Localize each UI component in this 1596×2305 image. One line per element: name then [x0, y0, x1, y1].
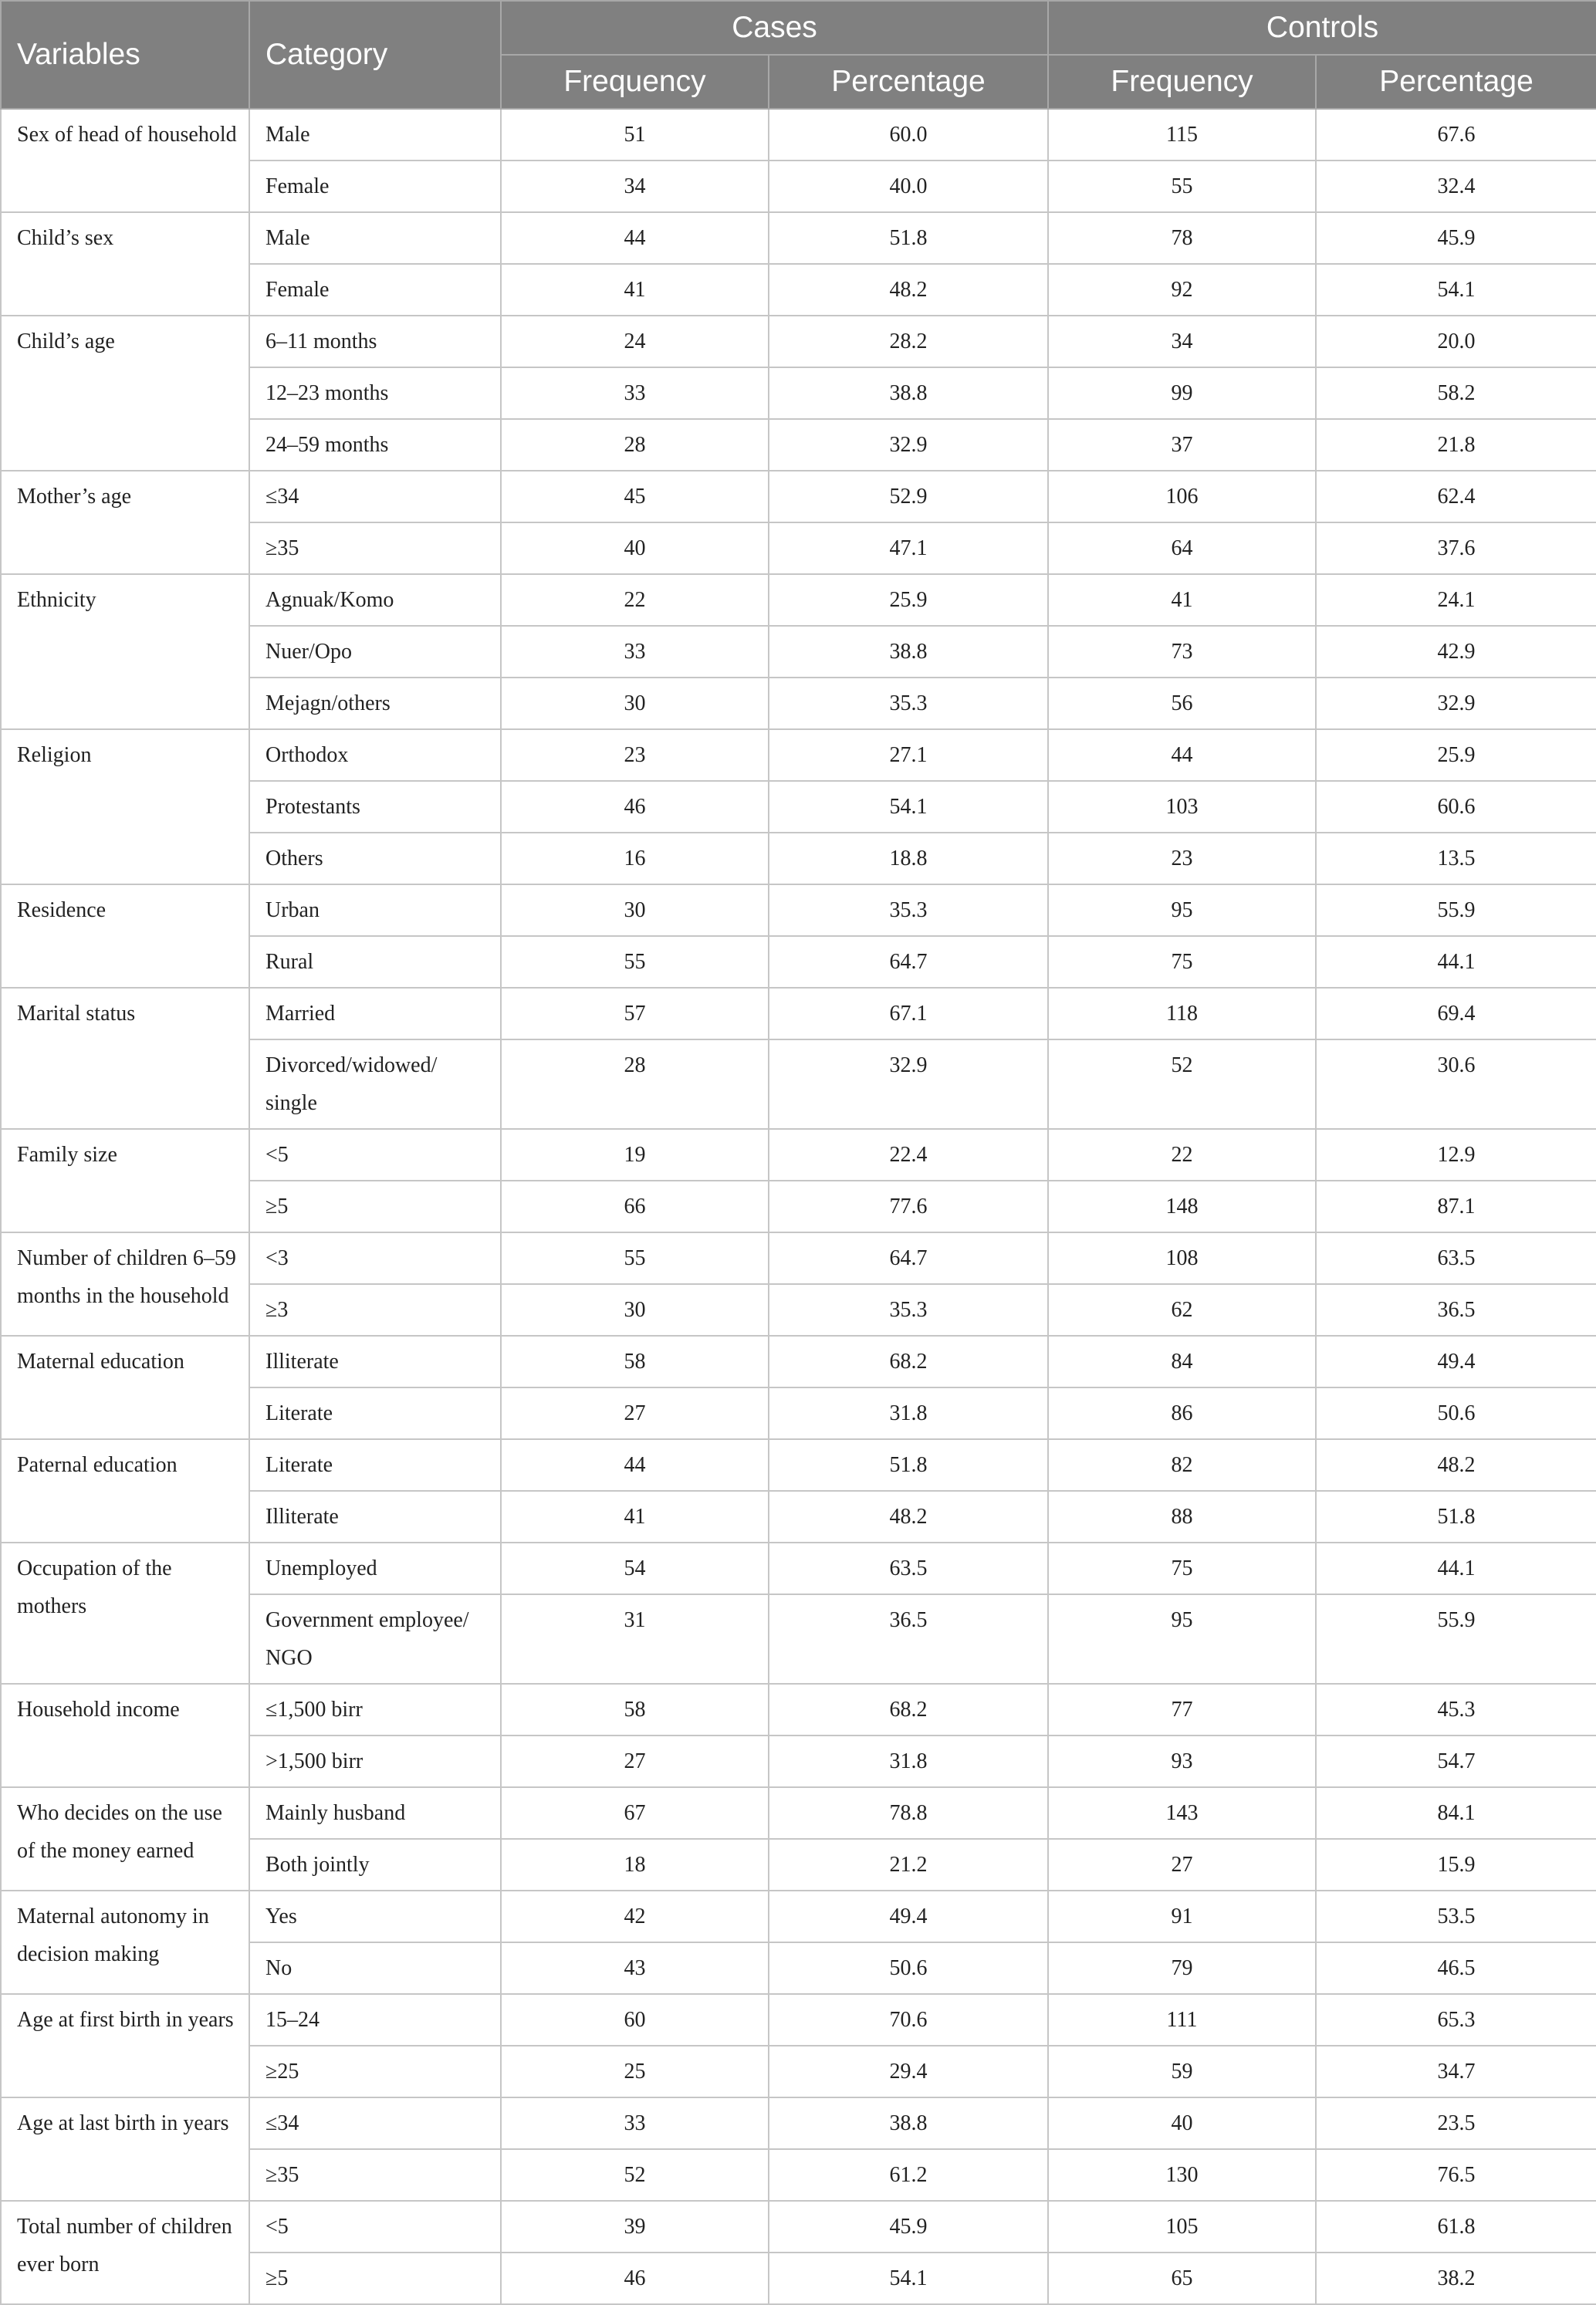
controls-pct-cell: 84.1 [1316, 1787, 1596, 1839]
cases-freq-cell: 52 [501, 2149, 769, 2201]
controls-pct-cell: 62.4 [1316, 471, 1596, 522]
table-row [1, 2097, 1596, 2149]
table-row [1, 729, 1596, 781]
controls-pct-cell: 45.9 [1316, 212, 1596, 264]
cases-freq-cell: 25 [501, 2046, 769, 2097]
cases-pct-cell: 38.8 [769, 626, 1048, 678]
category-cell: Urban [249, 884, 501, 936]
controls-freq-cell: 86 [1048, 1387, 1316, 1439]
controls-freq-cell: 108 [1048, 1232, 1316, 1284]
category-cell: ≤1,500 birr [249, 1684, 501, 1736]
controls-pct-cell: 44.1 [1316, 936, 1596, 988]
controls-freq-cell: 78 [1048, 212, 1316, 264]
category-cell: ≤34 [249, 2097, 501, 2149]
category-cell: <5 [249, 1129, 501, 1181]
category-cell: Married [249, 988, 501, 1039]
cases-freq-cell: 57 [501, 988, 769, 1039]
cases-pct-cell: 28.2 [769, 316, 1048, 367]
cases-freq-cell: 67 [501, 1787, 769, 1839]
category-cell: Protestants [249, 781, 501, 833]
controls-pct-cell: 34.7 [1316, 2046, 1596, 2097]
controls-freq-cell: 77 [1048, 1684, 1316, 1736]
cases-pct-cell: 35.3 [769, 1284, 1048, 1336]
controls-freq-cell: 59 [1048, 2046, 1316, 2097]
controls-pct-cell: 48.2 [1316, 1439, 1596, 1491]
variable-cell: Marital status [1, 988, 249, 1129]
header-cases: Cases [501, 1, 1048, 55]
cases-pct-cell: 68.2 [769, 1684, 1048, 1736]
cases-freq-cell: 46 [501, 781, 769, 833]
variable-cell: Mother’s age [1, 471, 249, 574]
controls-freq-cell: 55 [1048, 161, 1316, 212]
cases-freq-cell: 66 [501, 1181, 769, 1232]
controls-pct-cell: 51.8 [1316, 1491, 1596, 1543]
cases-freq-cell: 58 [501, 1684, 769, 1736]
category-cell: ≥5 [249, 2253, 501, 2304]
category-cell: Others [249, 833, 501, 884]
controls-freq-cell: 82 [1048, 1439, 1316, 1491]
cases-pct-cell: 32.9 [769, 1039, 1048, 1129]
cases-freq-cell: 51 [501, 109, 769, 161]
cases-pct-cell: 63.5 [769, 1543, 1048, 1594]
controls-pct-cell: 37.6 [1316, 522, 1596, 574]
cases-pct-cell: 61.2 [769, 2149, 1048, 2201]
cases-pct-cell: 38.8 [769, 367, 1048, 419]
variable-cell: Child’s age [1, 316, 249, 471]
table-row [1, 1439, 1596, 1491]
controls-pct-cell: 76.5 [1316, 2149, 1596, 2201]
category-cell: Government employee/ NGO [249, 1594, 501, 1684]
controls-freq-cell: 44 [1048, 729, 1316, 781]
controls-freq-cell: 95 [1048, 884, 1316, 936]
cases-freq-cell: 16 [501, 833, 769, 884]
controls-pct-cell: 32.9 [1316, 678, 1596, 729]
cases-pct-cell: 48.2 [769, 264, 1048, 316]
table-row [1, 988, 1596, 1039]
controls-pct-cell: 63.5 [1316, 1232, 1596, 1284]
controls-pct-cell: 61.8 [1316, 2201, 1596, 2253]
category-cell: <5 [249, 2201, 501, 2253]
table-row [1, 1684, 1596, 1736]
controls-pct-cell: 23.5 [1316, 2097, 1596, 2149]
controls-pct-cell: 54.7 [1316, 1736, 1596, 1787]
controls-freq-cell: 93 [1048, 1736, 1316, 1787]
controls-pct-cell: 42.9 [1316, 626, 1596, 678]
controls-pct-cell: 36.5 [1316, 1284, 1596, 1336]
category-cell: Nuer/Opo [249, 626, 501, 678]
controls-freq-cell: 143 [1048, 1787, 1316, 1839]
cases-pct-cell: 52.9 [769, 471, 1048, 522]
cases-freq-cell: 58 [501, 1336, 769, 1387]
category-cell: Female [249, 264, 501, 316]
cases-freq-cell: 30 [501, 884, 769, 936]
cases-freq-cell: 28 [501, 419, 769, 471]
category-cell: Unemployed [249, 1543, 501, 1594]
category-cell: ≥25 [249, 2046, 501, 2097]
cases-pct-cell: 68.2 [769, 1336, 1048, 1387]
category-cell: <3 [249, 1232, 501, 1284]
category-cell: Male [249, 212, 501, 264]
controls-freq-cell: 79 [1048, 1942, 1316, 1994]
category-cell: Orthodox [249, 729, 501, 781]
cases-pct-cell: 70.6 [769, 1994, 1048, 2046]
cases-freq-cell: 28 [501, 1039, 769, 1129]
variable-cell: Paternal education [1, 1439, 249, 1543]
cases-freq-cell: 27 [501, 1736, 769, 1787]
table-row [1, 1787, 1596, 1839]
cases-pct-cell: 40.0 [769, 161, 1048, 212]
cases-freq-cell: 41 [501, 1491, 769, 1543]
cases-pct-cell: 54.1 [769, 2253, 1048, 2304]
variable-cell: Maternal autonomy in decision making [1, 1891, 249, 1994]
cases-freq-cell: 18 [501, 1839, 769, 1891]
cases-pct-cell: 29.4 [769, 2046, 1048, 2097]
variable-cell: Family size [1, 1129, 249, 1232]
cases-pct-cell: 51.8 [769, 212, 1048, 264]
table-row [1, 109, 1596, 161]
controls-freq-cell: 84 [1048, 1336, 1316, 1387]
cases-freq-cell: 55 [501, 936, 769, 988]
category-cell: Mejagn/others [249, 678, 501, 729]
controls-freq-cell: 75 [1048, 936, 1316, 988]
table-row [1, 316, 1596, 367]
controls-freq-cell: 103 [1048, 781, 1316, 833]
cases-freq-cell: 22 [501, 574, 769, 626]
category-cell: Literate [249, 1439, 501, 1491]
controls-pct-cell: 55.9 [1316, 884, 1596, 936]
controls-pct-cell: 58.2 [1316, 367, 1596, 419]
cases-pct-cell: 45.9 [769, 2201, 1048, 2253]
category-cell: Mainly husband [249, 1787, 501, 1839]
category-cell: ≥5 [249, 1181, 501, 1232]
table-row [1, 1891, 1596, 1942]
category-cell: >1,500 birr [249, 1736, 501, 1787]
cases-pct-cell: 67.1 [769, 988, 1048, 1039]
cases-pct-cell: 21.2 [769, 1839, 1048, 1891]
cases-freq-cell: 31 [501, 1594, 769, 1684]
controls-freq-cell: 41 [1048, 574, 1316, 626]
cases-pct-cell: 60.0 [769, 109, 1048, 161]
cases-pct-cell: 64.7 [769, 1232, 1048, 1284]
variable-cell: Who decides on the use of the money earned [1, 1787, 249, 1891]
cases-freq-cell: 40 [501, 522, 769, 574]
cases-pct-cell: 18.8 [769, 833, 1048, 884]
controls-freq-cell: 34 [1048, 316, 1316, 367]
cases-freq-cell: 23 [501, 729, 769, 781]
cases-pct-cell: 48.2 [769, 1491, 1048, 1543]
controls-freq-cell: 73 [1048, 626, 1316, 678]
table-body [1, 109, 1596, 2304]
category-cell: 15–24 [249, 1994, 501, 2046]
header-cases-frequency: Frequency [501, 55, 769, 109]
controls-pct-cell: 53.5 [1316, 1891, 1596, 1942]
controls-pct-cell: 65.3 [1316, 1994, 1596, 2046]
cases-pct-cell: 51.8 [769, 1439, 1048, 1491]
controls-pct-cell: 87.1 [1316, 1181, 1596, 1232]
category-cell: No [249, 1942, 501, 1994]
category-cell: Illiterate [249, 1491, 501, 1543]
controls-freq-cell: 65 [1048, 2253, 1316, 2304]
controls-freq-cell: 64 [1048, 522, 1316, 574]
controls-pct-cell: 13.5 [1316, 833, 1596, 884]
cases-pct-cell: 25.9 [769, 574, 1048, 626]
cases-pct-cell: 32.9 [769, 419, 1048, 471]
controls-freq-cell: 75 [1048, 1543, 1316, 1594]
category-cell: Rural [249, 936, 501, 988]
variable-cell: Age at last birth in years [1, 2097, 249, 2201]
controls-freq-cell: 111 [1048, 1994, 1316, 2046]
category-cell: 6–11 months [249, 316, 501, 367]
cases-freq-cell: 24 [501, 316, 769, 367]
table-row [1, 1994, 1596, 2046]
category-cell: Literate [249, 1387, 501, 1439]
controls-freq-cell: 105 [1048, 2201, 1316, 2253]
controls-freq-cell: 99 [1048, 367, 1316, 419]
cases-pct-cell: 78.8 [769, 1787, 1048, 1839]
table-row [1, 1232, 1596, 1284]
cases-freq-cell: 30 [501, 1284, 769, 1336]
cases-freq-cell: 45 [501, 471, 769, 522]
cases-freq-cell: 44 [501, 1439, 769, 1491]
controls-freq-cell: 62 [1048, 1284, 1316, 1336]
controls-pct-cell: 32.4 [1316, 161, 1596, 212]
table-row [1, 884, 1596, 936]
controls-freq-cell: 52 [1048, 1039, 1316, 1129]
cases-pct-cell: 50.6 [769, 1942, 1048, 1994]
controls-freq-cell: 22 [1048, 1129, 1316, 1181]
cases-freq-cell: 30 [501, 678, 769, 729]
cases-freq-cell: 42 [501, 1891, 769, 1942]
category-cell: 12–23 months [249, 367, 501, 419]
controls-freq-cell: 88 [1048, 1491, 1316, 1543]
cases-freq-cell: 33 [501, 626, 769, 678]
variable-cell: Maternal education [1, 1336, 249, 1439]
controls-freq-cell: 92 [1048, 264, 1316, 316]
header-row-top [1, 1, 1596, 55]
header-controls-frequency: Frequency [1048, 55, 1316, 109]
controls-freq-cell: 118 [1048, 988, 1316, 1039]
controls-pct-cell: 20.0 [1316, 316, 1596, 367]
category-cell: Divorced/widowed/ single [249, 1039, 501, 1129]
cases-pct-cell: 31.8 [769, 1387, 1048, 1439]
cases-freq-cell: 39 [501, 2201, 769, 2253]
controls-freq-cell: 130 [1048, 2149, 1316, 2201]
controls-freq-cell: 23 [1048, 833, 1316, 884]
header-controls: Controls [1048, 1, 1596, 55]
category-cell: ≥35 [249, 522, 501, 574]
cases-pct-cell: 31.8 [769, 1736, 1048, 1787]
controls-pct-cell: 44.1 [1316, 1543, 1596, 1594]
category-cell: ≥35 [249, 2149, 501, 2201]
controls-freq-cell: 148 [1048, 1181, 1316, 1232]
variable-cell: Sex of head of household [1, 109, 249, 212]
category-cell: Female [249, 161, 501, 212]
header-controls-percentage: Percentage [1316, 55, 1596, 109]
variable-cell: Ethnicity [1, 574, 249, 729]
cases-pct-cell: 27.1 [769, 729, 1048, 781]
controls-freq-cell: 106 [1048, 471, 1316, 522]
variable-cell: Religion [1, 729, 249, 884]
controls-freq-cell: 115 [1048, 109, 1316, 161]
controls-pct-cell: 15.9 [1316, 1839, 1596, 1891]
cases-pct-cell: 77.6 [769, 1181, 1048, 1232]
variable-cell: Total number of children ever born [1, 2201, 249, 2304]
controls-pct-cell: 67.6 [1316, 109, 1596, 161]
cases-pct-cell: 35.3 [769, 678, 1048, 729]
cases-freq-cell: 60 [501, 1994, 769, 2046]
table-row [1, 471, 1596, 522]
controls-freq-cell: 40 [1048, 2097, 1316, 2149]
variable-cell: Number of children 6–59 months in the household [1, 1232, 249, 1336]
cases-freq-cell: 44 [501, 212, 769, 264]
cases-pct-cell: 54.1 [769, 781, 1048, 833]
controls-pct-cell: 21.8 [1316, 419, 1596, 471]
cases-freq-cell: 55 [501, 1232, 769, 1284]
category-cell: Male [249, 109, 501, 161]
controls-pct-cell: 30.6 [1316, 1039, 1596, 1129]
cases-pct-cell: 36.5 [769, 1594, 1048, 1684]
variable-cell: Residence [1, 884, 249, 988]
cases-pct-cell: 22.4 [769, 1129, 1048, 1181]
variable-cell: Child’s sex [1, 212, 249, 316]
header-variables: Variables [1, 1, 249, 109]
controls-pct-cell: 69.4 [1316, 988, 1596, 1039]
controls-freq-cell: 91 [1048, 1891, 1316, 1942]
cases-freq-cell: 41 [501, 264, 769, 316]
table-row [1, 1543, 1596, 1594]
variable-cell: Occupation of the mothers [1, 1543, 249, 1684]
cases-pct-cell: 35.3 [769, 884, 1048, 936]
table-row [1, 1336, 1596, 1387]
cases-freq-cell: 19 [501, 1129, 769, 1181]
controls-pct-cell: 45.3 [1316, 1684, 1596, 1736]
controls-pct-cell: 50.6 [1316, 1387, 1596, 1439]
variable-cell: Age at first birth in years [1, 1994, 249, 2097]
table-row [1, 2201, 1596, 2253]
cases-freq-cell: 27 [501, 1387, 769, 1439]
header-cases-percentage: Percentage [769, 55, 1048, 109]
cases-freq-cell: 46 [501, 2253, 769, 2304]
controls-pct-cell: 55.9 [1316, 1594, 1596, 1684]
header-category: Category [249, 1, 501, 109]
controls-freq-cell: 37 [1048, 419, 1316, 471]
cases-pct-cell: 47.1 [769, 522, 1048, 574]
table-row [1, 212, 1596, 264]
controls-pct-cell: 46.5 [1316, 1942, 1596, 1994]
cases-pct-cell: 49.4 [769, 1891, 1048, 1942]
controls-pct-cell: 60.6 [1316, 781, 1596, 833]
category-cell: Agnuak/Komo [249, 574, 501, 626]
controls-freq-cell: 56 [1048, 678, 1316, 729]
category-cell: ≤34 [249, 471, 501, 522]
category-cell: Both jointly [249, 1839, 501, 1891]
table-row [1, 1129, 1596, 1181]
category-cell: 24–59 months [249, 419, 501, 471]
controls-freq-cell: 95 [1048, 1594, 1316, 1684]
controls-pct-cell: 12.9 [1316, 1129, 1596, 1181]
category-cell: Illiterate [249, 1336, 501, 1387]
controls-freq-cell: 27 [1048, 1839, 1316, 1891]
cases-pct-cell: 64.7 [769, 936, 1048, 988]
controls-pct-cell: 54.1 [1316, 264, 1596, 316]
controls-pct-cell: 25.9 [1316, 729, 1596, 781]
category-cell: ≥3 [249, 1284, 501, 1336]
variable-cell: Household income [1, 1684, 249, 1787]
cases-freq-cell: 54 [501, 1543, 769, 1594]
controls-pct-cell: 49.4 [1316, 1336, 1596, 1387]
controls-pct-cell: 38.2 [1316, 2253, 1596, 2304]
controls-pct-cell: 24.1 [1316, 574, 1596, 626]
cases-freq-cell: 33 [501, 367, 769, 419]
cases-pct-cell: 38.8 [769, 2097, 1048, 2149]
cases-freq-cell: 33 [501, 2097, 769, 2149]
cases-freq-cell: 34 [501, 161, 769, 212]
table-header [1, 1, 1596, 109]
table-row [1, 574, 1596, 626]
category-cell: Yes [249, 1891, 501, 1942]
cases-freq-cell: 43 [501, 1942, 769, 1994]
